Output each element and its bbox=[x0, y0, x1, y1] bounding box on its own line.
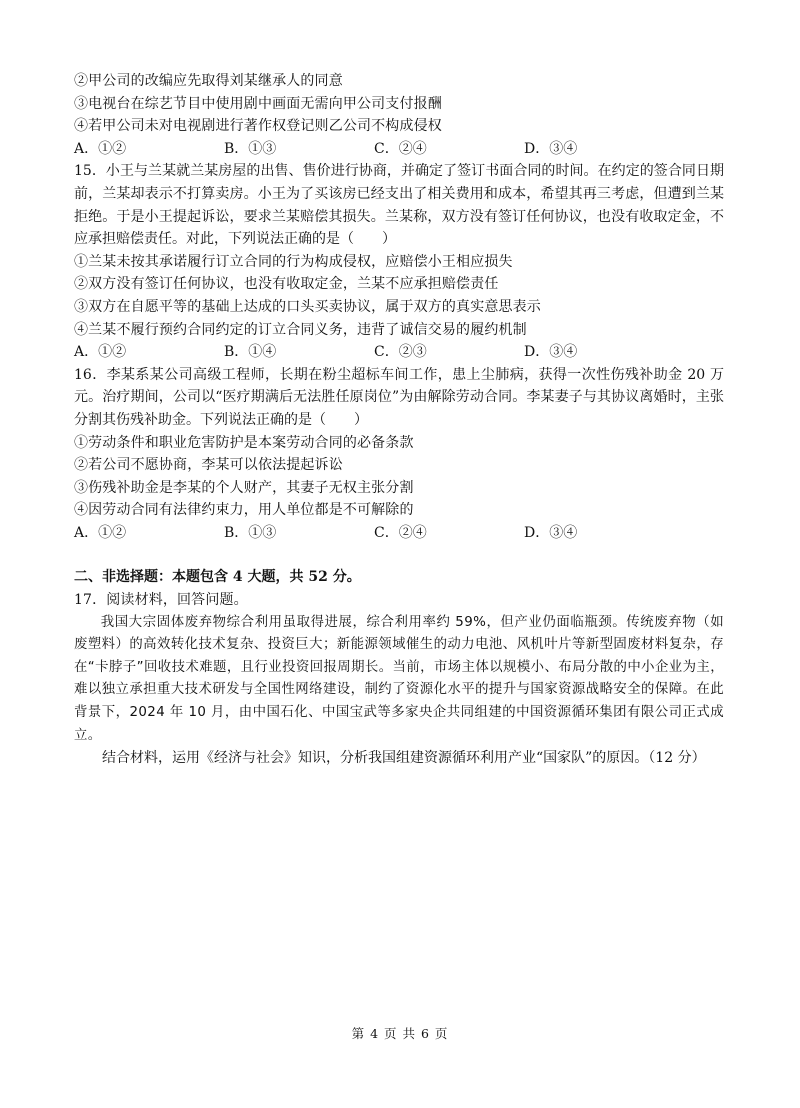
q15-answer-choices bbox=[74, 341, 724, 364]
q16-statement-2: ②若公司不愿协商，李某可以依法提起诉讼 bbox=[74, 457, 343, 474]
q15-statement-4: ④兰某不履行预约合同约定的订立合同义务，违背了诚信交易的履约机制 bbox=[74, 321, 527, 338]
question-17-task: 结合材料，运用《经济与社会》知识，分析我国组建资源循环利用产业“国家队”的原因。（12 分） bbox=[102, 750, 706, 767]
question-15 bbox=[74, 160, 724, 363]
choice-d: D．③④ bbox=[524, 140, 578, 157]
q16-statement-3: ③伤残补助金是李某的个人财产，其妻子无权主张分割 bbox=[74, 479, 414, 496]
choice-b: B．①④ bbox=[224, 344, 277, 361]
question-17 bbox=[74, 589, 724, 770]
choice-a: A．①② bbox=[74, 140, 127, 157]
statement-2: ②甲公司的改编应先取得刘某继承人的同意 bbox=[74, 73, 343, 89]
q15-statement-1: ①兰某未按其承诺履行订立合同的行为构成侵权，应赔偿小王相应损失 bbox=[74, 253, 513, 270]
choice-d: D．③④ bbox=[524, 524, 578, 541]
answer-choices bbox=[74, 138, 724, 161]
question-17-intro: 17．阅读材料，回答问题。 bbox=[74, 592, 248, 609]
page-number: 第 4 页 共 6 页 bbox=[351, 1026, 449, 1041]
choice-c: C．②④ bbox=[374, 140, 427, 157]
statement-3: ③电视台在综艺节目中使用剧中画面无需向甲公司支付报酬 bbox=[74, 95, 442, 112]
page-content bbox=[74, 70, 724, 770]
question-17-material: 我国大宗固体废弃物综合利用虽取得进展，综合利用率约 59%，但产业仍面临瓶颈。传统废弃物（如废塑料）的高效转化技术复杂、投资巨大；新能源领域催生的动力电池、风机叶片等新型固废材料复杂，存在“卡脖子”回收技术难题，且行业投资回报周期长。当前，市场主体以规模小、布局分散的中小企业为主，难以独立承担重大技术研发与全国性网络建设，制约了资源化水平的提升与国家资源战略安全的保障。在此背景下，2024 年 10 月，由中国石化、中国宝武等多家央企共同组建的中国资源循环集团有限公司正式成立。 bbox=[74, 614, 724, 743]
statement-4: ④若甲公司未对电视剧进行著作权登记则乙公司不构成侵权 bbox=[74, 118, 442, 135]
choice-a: A．①② bbox=[74, 524, 127, 541]
choice-c: C．②③ bbox=[374, 344, 427, 361]
q15-statement-2: ②双方没有签订任何协议，也没有收取定金，兰某不应承担赔偿责任 bbox=[74, 276, 499, 293]
choice-b: B．①③ bbox=[224, 524, 277, 541]
choice-c: C．②④ bbox=[374, 524, 427, 541]
choice-b: B．①③ bbox=[224, 140, 277, 157]
section-spacer bbox=[74, 544, 724, 566]
section-2-heading: 二、非选择题：本题包含 4 大题，共 52 分。 bbox=[74, 569, 361, 586]
q16-statement-4: ④因劳动合同有法律约束力，用人单位都是不可解除的 bbox=[74, 502, 414, 519]
q16-statement-1: ①劳动条件和职业危害防护是本案劳动合同的必备条款 bbox=[74, 434, 414, 451]
choice-d: D．③④ bbox=[524, 344, 578, 361]
q16-answer-choices bbox=[74, 522, 724, 545]
question-16-stem: 16．李某系某公司高级工程师，长期在粉尘超标车间工作，患上尘肺病，获得一次性伤残补助金 20 万元。治疗期间，公司以“医疗期满后无法胜任原岗位”为由解除劳动合同。李某妻子与其协议离婚时，主张分割其伤残补助金。下列说法正确的是（ ） bbox=[74, 366, 724, 428]
choice-a: A．①② bbox=[74, 344, 127, 361]
prev-question-continuation bbox=[74, 70, 724, 160]
question-16 bbox=[74, 364, 724, 545]
q15-statement-3: ③双方在自愿平等的基础上达成的口头买卖协议，属于双方的真实意思表示 bbox=[74, 298, 541, 315]
question-15-stem: 15．小王与兰某就兰某房屋的出售、售价进行协商，并确定了签订书面合同的时间。在约定的签合同日期前，兰某却表示不打算卖房。小王为了买该房已经支出了相关费用和成本，希望其再三考虑，但遭到兰某拒绝。于是小王提起诉讼，要求兰某赔偿其损失。兰某称，双方没有签订任何协议，也没有收取定金，不应承担赔偿责任。对此，下列说法正确的是（ ） bbox=[74, 163, 724, 248]
